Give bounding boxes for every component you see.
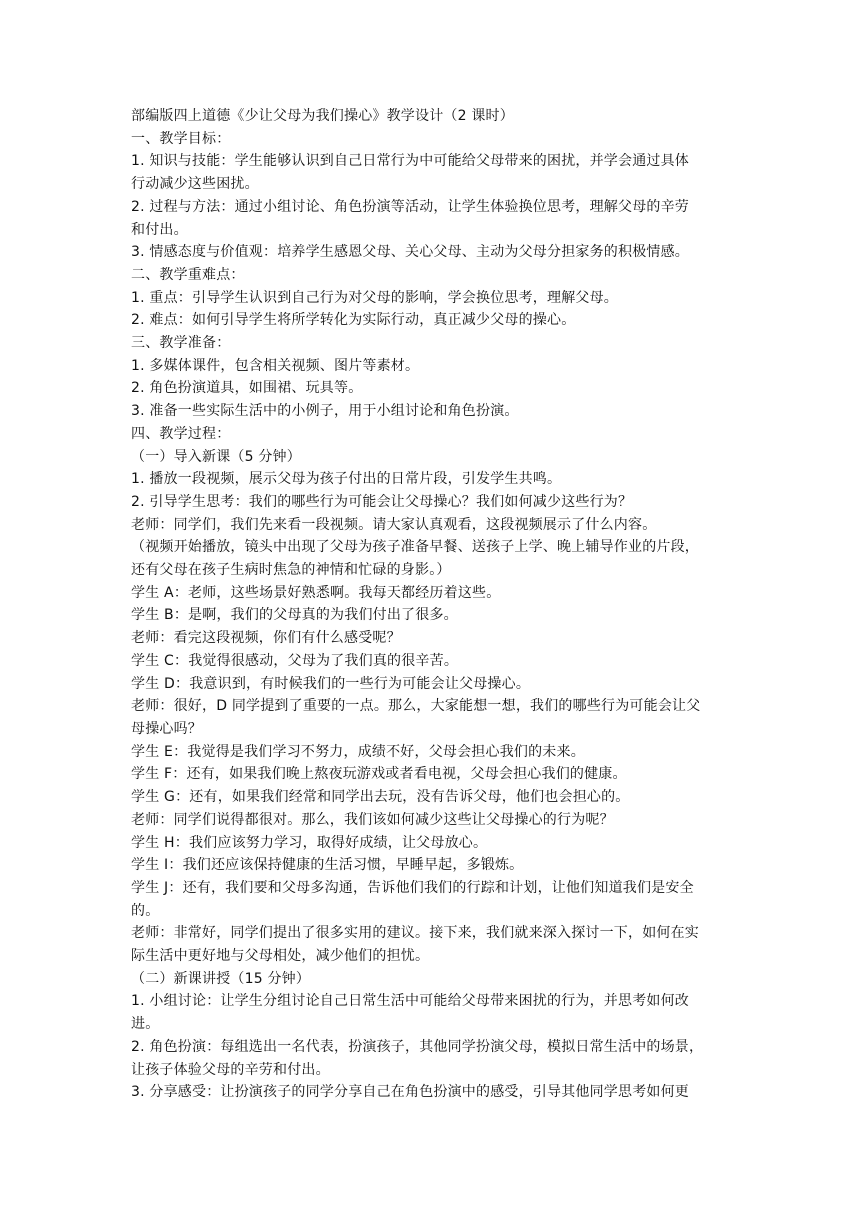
text-line: 2. 角色扮演：每组选出一名代表，扮演孩子，其他同学扮演父母，模拟日常生活中的场景， xyxy=(131,1038,704,1055)
dialogue-line: 老师：同学们，我们先来看一段视频。请大家认真观看，这段视频展示了什么内容。 xyxy=(131,516,657,533)
section-heading: 四、教学过程： xyxy=(131,425,231,442)
text-line: 1. 播放一段视频，展示父母为孩子付出的日常片段，引发学生共鸣。 xyxy=(131,471,562,488)
text-line: 进。 xyxy=(131,1016,160,1033)
dialogue-line: 学生 C：我觉得很感动，父母为了我们真的很辛苦。 xyxy=(131,652,459,669)
subsection-heading: （二）新课讲授（15 分钟） xyxy=(131,970,311,987)
dialogue-line: 学生 G：还有，如果我们经常和同学出去玩，没有告诉父母，他们也会担心的。 xyxy=(131,789,630,806)
text-line: 和付出。 xyxy=(131,221,188,238)
text-line: 1. 知识与技能：学生能够认识到自己日常行为中可能给父母带来的困扰，并学会通过具体 xyxy=(131,153,690,170)
dialogue-line: 学生 I：我们还应该保持健康的生活习惯，早睡早起，多锻炼。 xyxy=(131,857,524,874)
text-line: 1. 小组讨论：让学生分组讨论自己日常生活中可能给父母带来困扰的行为，并思考如何改 xyxy=(131,993,690,1010)
text-line: 行动减少这些困扰。 xyxy=(131,176,259,193)
document-body xyxy=(131,105,731,1104)
section-heading: 二、教学重难点： xyxy=(131,266,245,283)
text-line: 的。 xyxy=(131,902,160,919)
dialogue-line: 老师：看完这段视频，你们有什么感受呢？ xyxy=(131,630,401,647)
text-line: 2. 角色扮演道具，如围裙、玩具等。 xyxy=(131,380,363,397)
dialogue-line: 老师：同学们说得都很对。那么，我们该如何减少这些让父母操心的行为呢？ xyxy=(131,811,614,828)
document-title: 部编版四上道德《少让父母为我们操心》教学设计（2 课时） xyxy=(131,108,514,124)
subsection-heading: （一）导入新课（5 分钟） xyxy=(131,448,301,465)
dialogue-line: 学生 D：我意识到，有时候我们的一些行为可能会让父母操心。 xyxy=(131,675,531,692)
dialogue-line: 学生 E：我觉得是我们学习不努力，成绩不好，父母会担心我们的未来。 xyxy=(131,743,585,760)
dialogue-line: 学生 J：还有，我们要和父母多沟通，告诉他们我们的行踪和计划，让他们知道我们是安全 xyxy=(131,879,694,896)
text-line: 1. 重点：引导学生认识到自己行为对父母的影响，学会换位思考，理解父母。 xyxy=(131,289,619,306)
text-line: 3. 分享感受：让扮演孩子的同学分享自己在角色扮演中的感受，引导其他同学思考如何更 xyxy=(131,1084,690,1101)
text-line: 1. 多媒体课件，包含相关视频、图片等素材。 xyxy=(131,357,420,374)
dialogue-line: 老师：很好，D 同学提到了重要的一点。那么，大家能想一想，我们的哪些行为可能会让父 xyxy=(131,698,701,715)
text-line: （视频开始播放，镜头中出现了父母为孩子准备早餐、送孩子上学、晚上辅导作业的片段， xyxy=(131,539,699,556)
text-line: 2. 过程与方法：通过小组讨论、角色扮演等活动，让学生体验换位思考，理解父母的辛劳 xyxy=(131,198,690,215)
section-heading: 三、教学准备： xyxy=(131,335,231,352)
text-line: 际生活中更好地与父母相处，减少他们的担忧。 xyxy=(131,948,430,965)
text-line: 母操心吗？ xyxy=(131,720,202,737)
text-line: 2. 引导学生思考：我们的哪些行为可能会让父母操心？我们如何减少这些行为？ xyxy=(131,493,633,510)
text-line: 3. 准备一些实际生活中的小例子，用于小组讨论和角色扮演。 xyxy=(131,403,519,420)
dialogue-line: 老师：非常好，同学们提出了很多实用的建议。接下来，我们就来深入探讨一下，如何在实 xyxy=(131,925,699,942)
text-line: 还有父母在孩子生病时焦急的神情和忙碌的身影。） xyxy=(131,562,451,579)
dialogue-line: 学生 A：老师，这些场景好熟悉啊。我每天都经历着这些。 xyxy=(131,584,501,601)
text-line: 让孩子体验父母的辛劳和付出。 xyxy=(131,1061,330,1078)
dialogue-line: 学生 F：还有，如果我们晚上熬夜玩游戏或者看电视，父母会担心我们的健康。 xyxy=(131,766,627,783)
text-line: 2. 难点：如何引导学生将所学转化为实际行动，真正减少父母的操心。 xyxy=(131,312,576,329)
dialogue-line: 学生 H：我们应该努力学习，取得好成绩，让父母放心。 xyxy=(131,834,488,851)
section-heading: 一、教学目标： xyxy=(131,130,231,147)
dialogue-line: 学生 B：是啊，我们的父母真的为我们付出了很多。 xyxy=(131,607,458,624)
text-line: 3. 情感态度与价值观：培养学生感恩父母、关心父母、主动为父母分担家务的积极情感。 xyxy=(131,244,690,261)
